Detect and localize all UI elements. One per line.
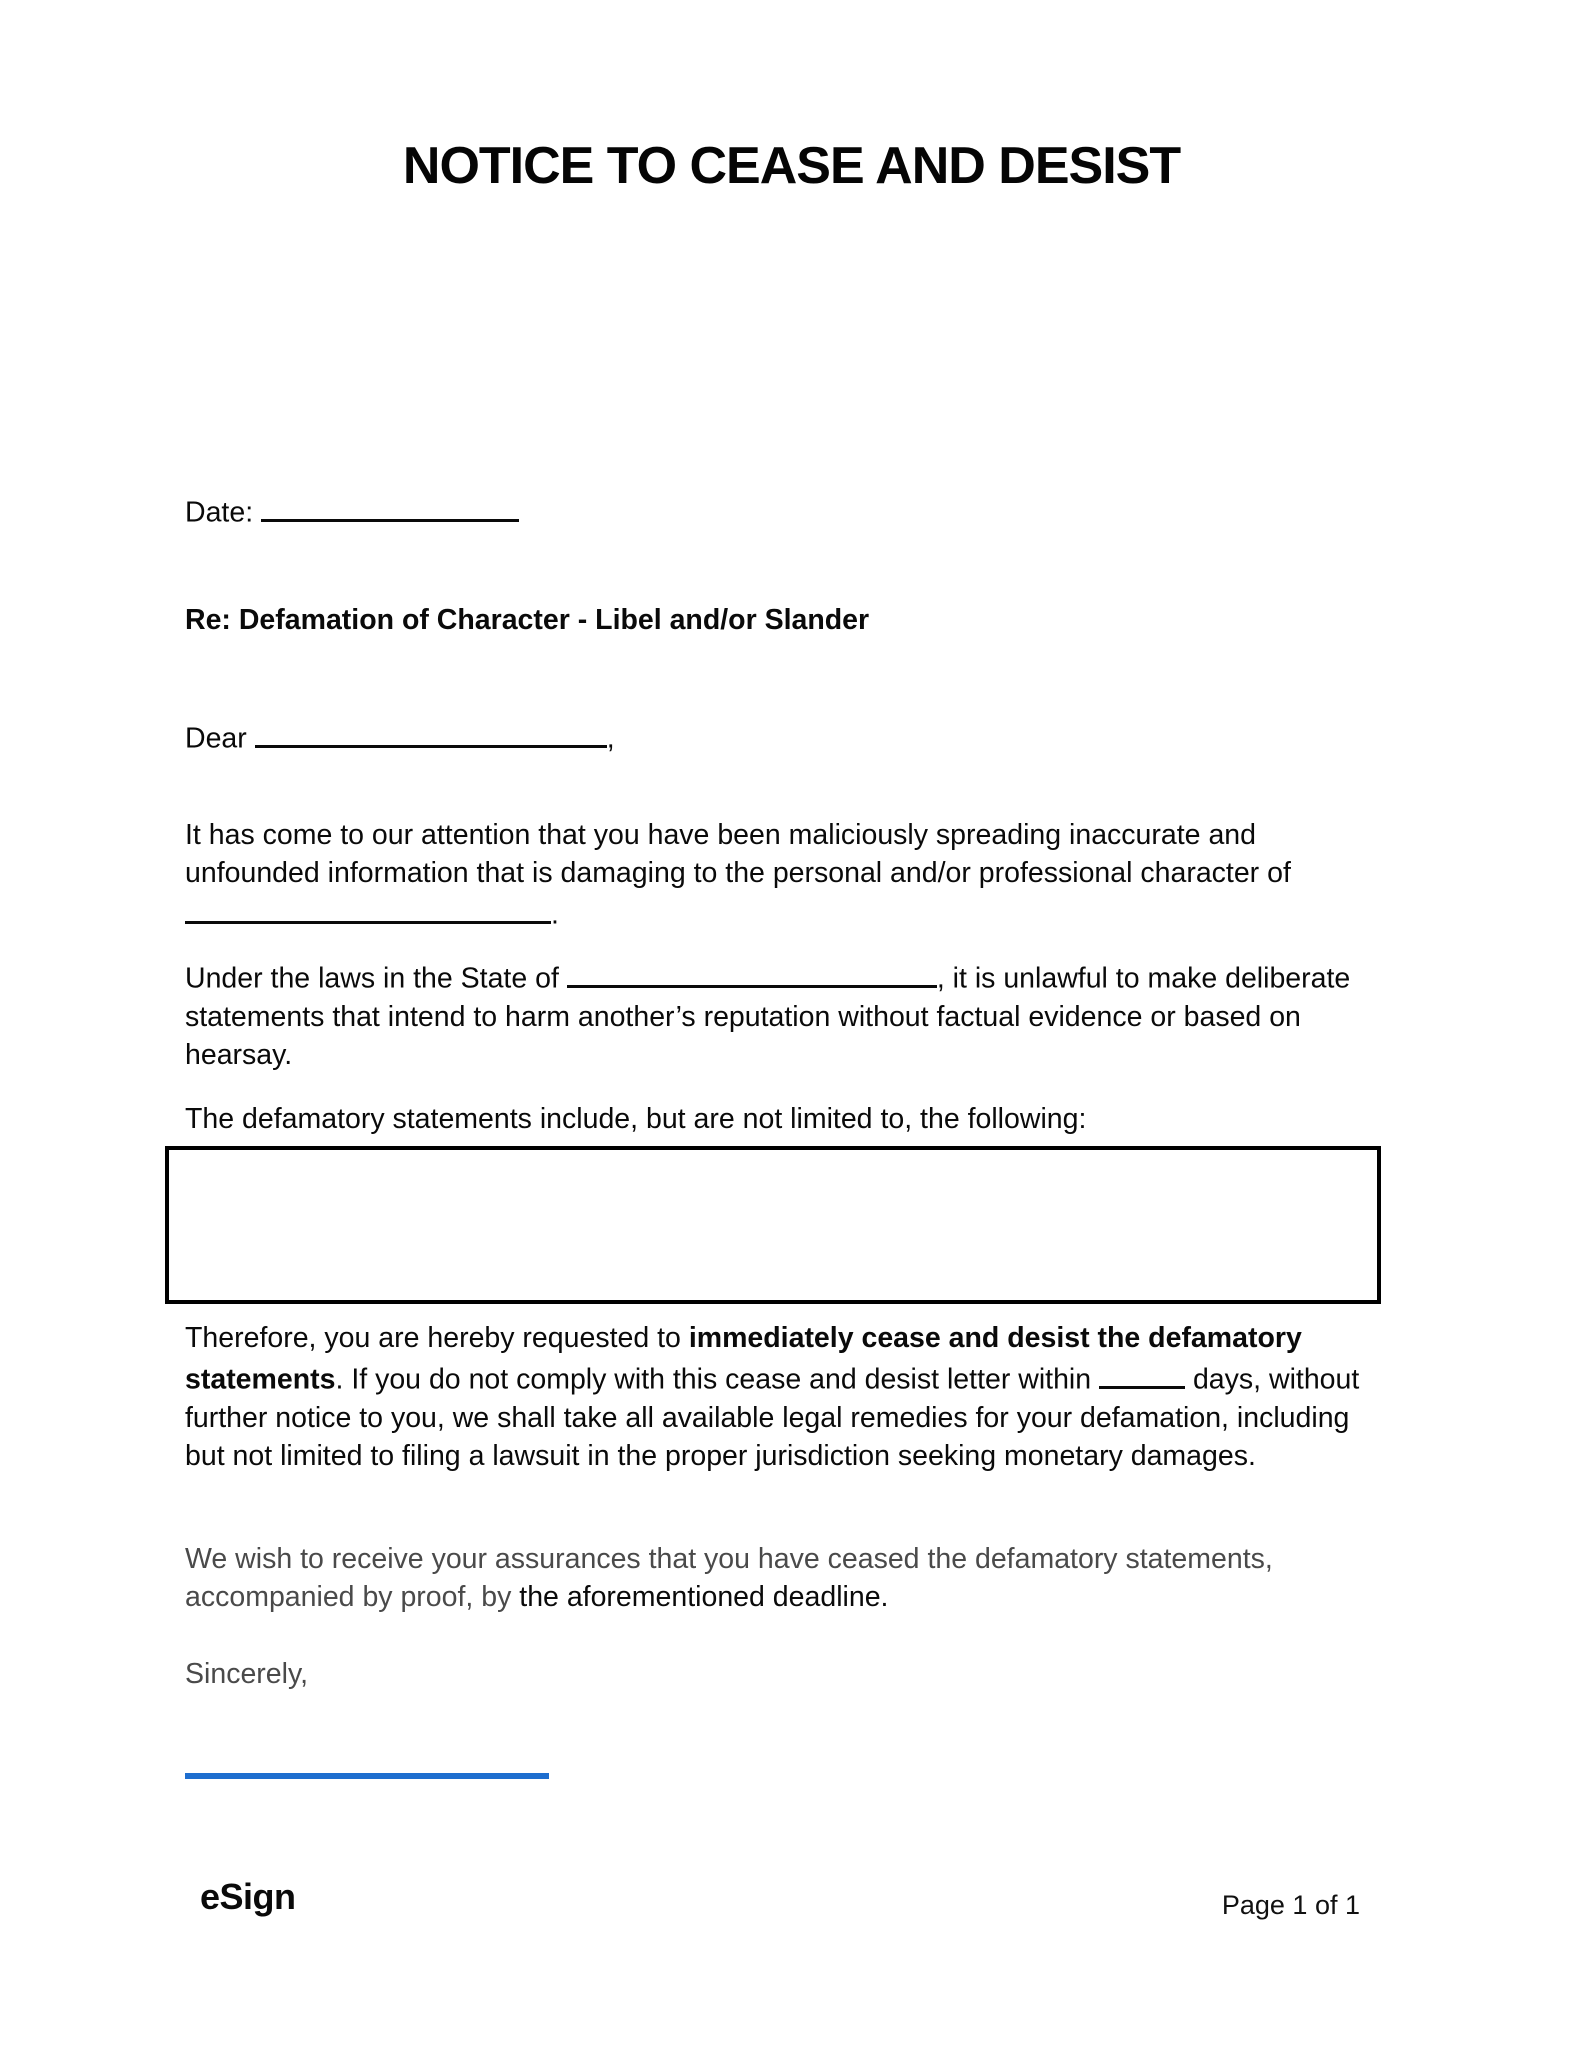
paragraph-attention — [185, 816, 1390, 934]
state-blank-field[interactable] — [567, 956, 937, 988]
defamatory-statements-box[interactable] — [165, 1146, 1381, 1304]
days-blank-field[interactable] — [1099, 1357, 1185, 1389]
date-blank-field[interactable] — [261, 490, 519, 522]
paragraph-laws-tail: , it is unlawful to make deliberate statements that intend to harm another’s reputation without factual evidence or based on hearsay. — [185, 962, 1351, 1071]
salutation-label: Dear — [185, 722, 255, 755]
page-number-indicator: Page 1 of 1 — [1221, 1890, 1360, 1920]
defamed-party-blank-field[interactable] — [185, 892, 551, 924]
closing-line: Sincerely, — [185, 1658, 309, 1690]
paragraph-assurance — [185, 1540, 1390, 1616]
paragraph-attention-period: . — [551, 898, 559, 931]
paragraph-laws — [185, 956, 1390, 1074]
esign-logo: eSign — [200, 1876, 296, 1917]
re-line: Re: Defamation of Character - Libel and/or Slander — [185, 604, 870, 636]
paragraph-demand-text1: Therefore, you are hereby requested to — [185, 1322, 689, 1354]
paragraph-demand — [185, 1319, 1390, 1475]
paragraph-demand-text2: . If you do not comply with this cease and desist letter within — [335, 1363, 1100, 1396]
salutation-comma: , — [606, 722, 615, 755]
salutation-line — [185, 716, 1390, 758]
paragraph-demand-text3: days, without further notice to you, we shall take all available legal remedies for your defamation, including but not limited to filing a lawsuit in the proper jurisdiction seeking monetary damages. — [185, 1363, 1360, 1472]
signature-line[interactable] — [185, 1773, 549, 1779]
date-line — [185, 490, 1390, 532]
paragraph-assurance-text2: the aforementioned deadline. — [519, 1581, 889, 1613]
recipient-name-blank-field[interactable] — [255, 716, 607, 748]
paragraph-demand-bold: immediately cease and desist the defamatory statements — [185, 1322, 1302, 1396]
paragraph-assurance-text1: We wish to receive your assurances that you have ceased the defamatory statements, accompanied by proof, by — [185, 1543, 1273, 1613]
paragraph-laws-text: Under the laws in the State of — [185, 962, 567, 995]
statements-label: The defamatory statements include, but are not limited to, the following: — [185, 1103, 1087, 1135]
page-title: NOTICE TO CEASE AND DESIST — [402, 137, 1181, 195]
paragraph-attention-text: It has come to our attention that you have been maliciously spreading inaccurate and unfounded information that is damaging to the personal and/or professional character of — [185, 819, 1291, 889]
date-label: Date: — [185, 496, 262, 529]
